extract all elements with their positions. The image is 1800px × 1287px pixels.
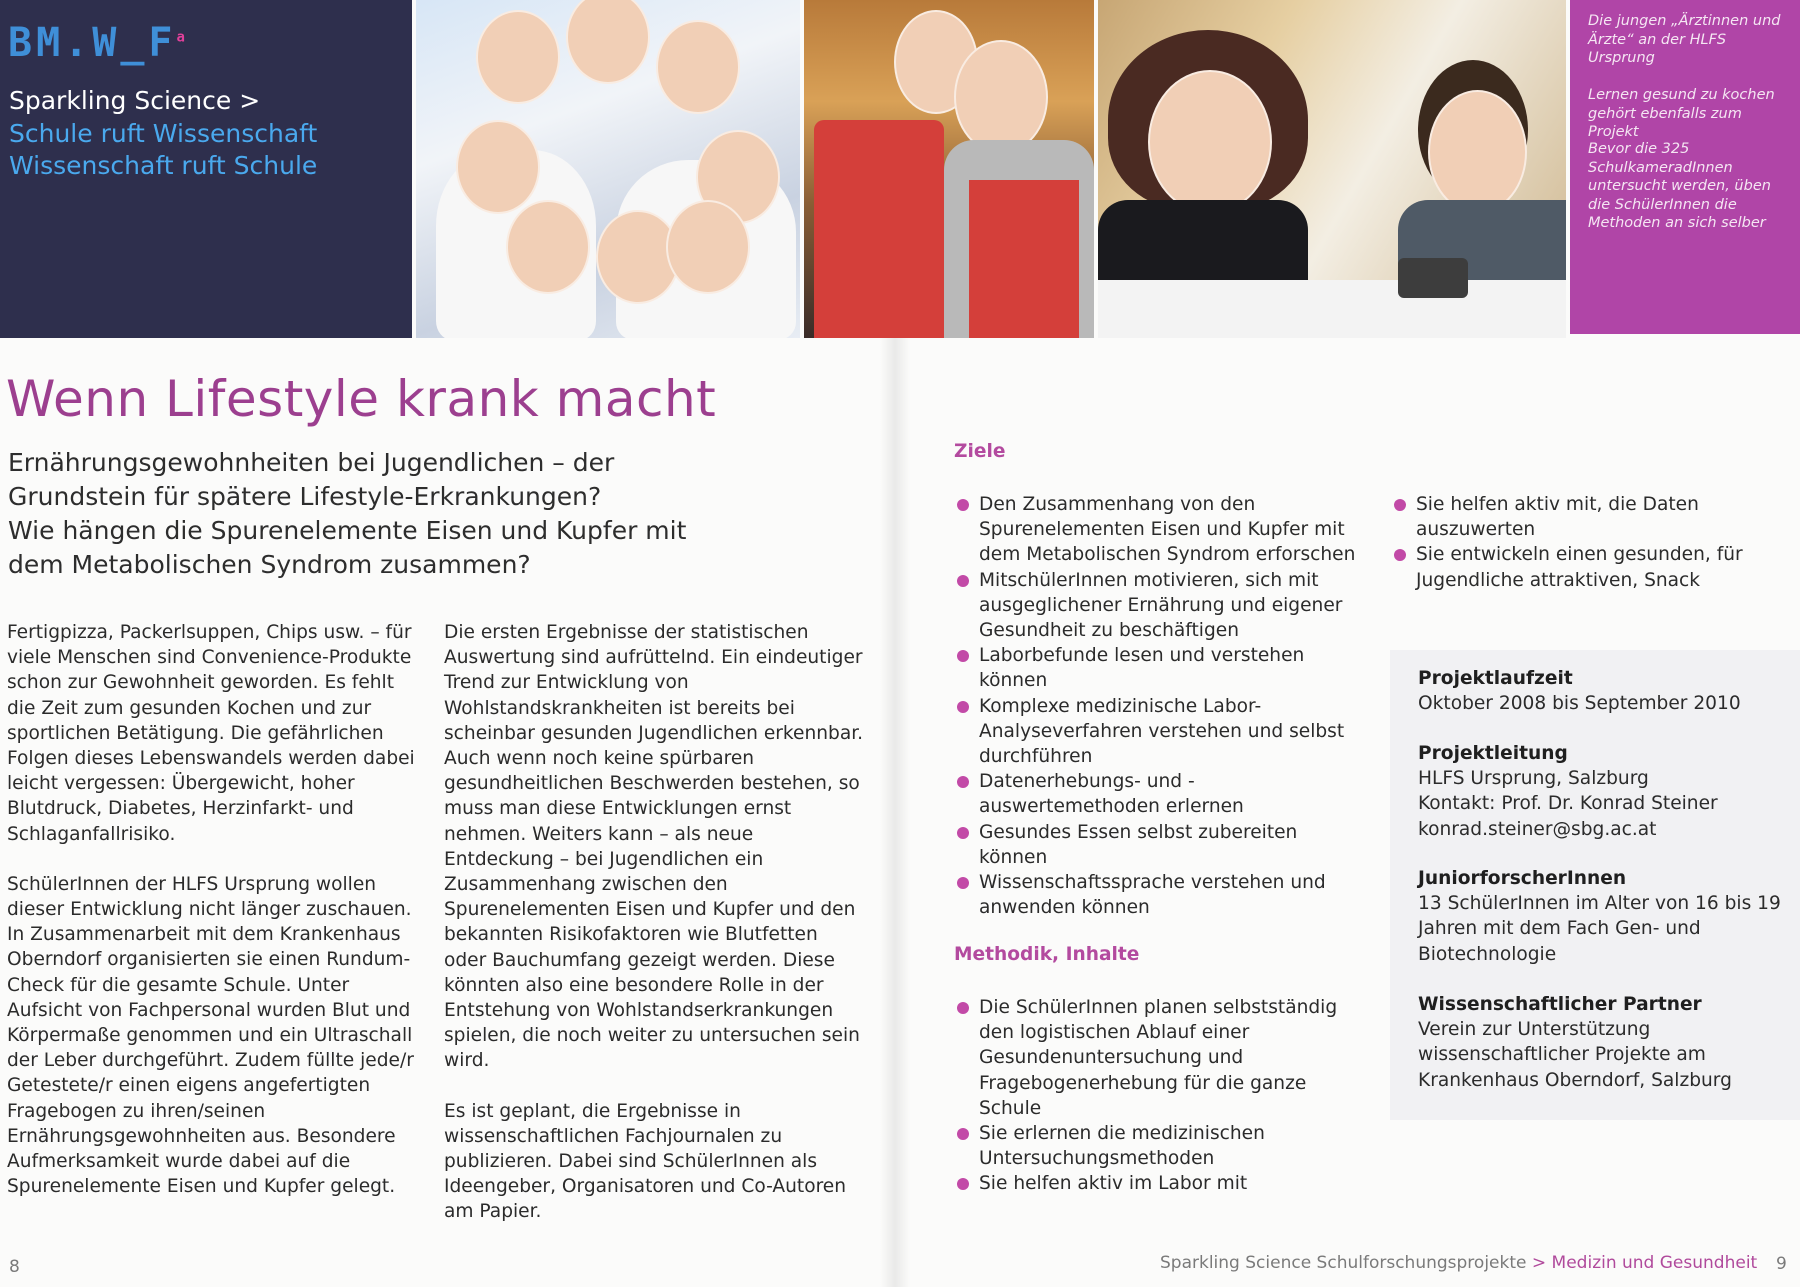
photo-caption-panel: [1570, 0, 1800, 334]
list-item: Den Zusammenhang von den Spurenelementen Eisen und Kupfer mit dem Metabolischen Syndrom erforschen: [954, 492, 1364, 568]
bullet-icon: [957, 1128, 969, 1140]
series-subtitle-1: Schule ruft Wissenschaft: [9, 119, 318, 148]
info-laufzeit: [1418, 666, 1788, 716]
info-value: 13 SchülerInnen im Alter von 16 bis 19 Jahren mit dem Fach Gen- und Biotechnologie: [1418, 893, 1781, 965]
info-juniorforscher: [1418, 866, 1788, 967]
paragraph: Es ist geplant, die Ergebnisse in wissenschaftlichen Fachjournalen zu publizieren. Dabei sind SchülerInnen als Ideengeber, Organisatoren und Co-Autoren am Papier.: [444, 1100, 847, 1223]
paragraph: Die ersten Ergebnisse der statistischen Auswertung sind aufrüttelnd. Ein eindeutiger Trend zur Entwicklung von Wohlstandskrankheiten ist bereits bei scheinbar gesunden Jugendlichen erkennbar. Auch wenn noch keine spürbaren gesundheitlichen Beschwerden bestehen, so muss man diese Entwicklungen ernst nehmen. Weiters kann – als neue Entdeckung – bei Jugendlichen ein Zusammenhang zwischen den Spurenelementen Eisen und Kupfer und den bekannten Risikofaktoren wie Blutfetten oder Bauchumfang gezeigt werden. Diese könnten also eine besondere Rolle in der Entstehung von Wohlstandserkrankungen spielen, die noch weiter zu untersuchen sein wird.: [444, 622, 864, 1072]
footer-series: Sparkling Science Schulforschungsprojekte: [1160, 1253, 1527, 1273]
photo-students-lab-coats: [416, 0, 800, 338]
list-item: Sie erlernen die medizinischen Untersuchungsmethoden: [954, 1121, 1364, 1171]
bullet-icon: [957, 575, 969, 587]
methodik-heading: Methodik, Inhalte: [954, 944, 1140, 965]
article-column-1: [7, 620, 427, 1224]
page-number-left: 8: [9, 1257, 20, 1277]
list-item: Gesundes Essen selbst zubereiten können: [954, 820, 1364, 870]
methodik-list: [954, 995, 1364, 1197]
bullet-icon: [957, 827, 969, 839]
project-info-box: [1390, 650, 1800, 1120]
footer-separator: >: [1531, 1253, 1547, 1273]
list-item: Sie helfen aktiv im Labor mit: [954, 1171, 1364, 1196]
info-partner: [1418, 992, 1788, 1093]
running-footer: [1160, 1253, 1757, 1273]
bullet-icon: [957, 650, 969, 662]
bullet-icon: [957, 1178, 969, 1190]
list-item: Laborbefunde lesen und verstehen können: [954, 643, 1364, 693]
footer-section: Medizin und Gesundheit: [1551, 1253, 1758, 1273]
list-item: Komplexe medizinische Labor-Analyseverfahren verstehen und selbst durchführen: [954, 694, 1364, 770]
caption-2: Lernen gesund zu kochen gehört ebenfalls zum Projekt: [1588, 87, 1775, 140]
info-value: Verein zur Unterstützung wissenschaftlicher Projekte am Krankenhaus Oberndorf, Salzburg: [1418, 1019, 1732, 1091]
series-title: Sparkling Science >: [9, 86, 261, 115]
bullet-icon: [957, 499, 969, 511]
info-label: Wissenschaftlicher Partner: [1418, 994, 1702, 1015]
series-subtitle-2: Wissenschaft ruft Schule: [9, 151, 318, 180]
bullet-icon: [957, 701, 969, 713]
bullet-icon: [957, 776, 969, 788]
bullet-icon: [957, 1002, 969, 1014]
list-item: MitschülerInnen motivieren, sich mit ausgeglichener Ernährung und eigener Gesundheit zu beschäftigen: [954, 568, 1364, 644]
list-item: Wissenschaftssprache verstehen und anwenden können: [954, 870, 1364, 920]
list-item: Datenerhebungs- und -auswertemethoden erlernen: [954, 769, 1364, 819]
page-number-right: 9: [1776, 1254, 1787, 1274]
list-item: Die SchülerInnen planen selbstständig den logistischen Ablauf einer Gesundenuntersuchung und Fragebogenerhebung für die ganze Schule: [954, 995, 1364, 1121]
photo-students-cooking: [804, 0, 1094, 338]
info-label: Projektlaufzeit: [1418, 668, 1573, 689]
bullet-icon: [957, 877, 969, 889]
subheadline-line-3: Wie hängen die Spurenelemente Eisen und Kupfer mit: [8, 516, 687, 545]
bmwf-logo: $BM.W\_F^a$: [8, 20, 185, 66]
paragraph: Fertigpizza, Packerlsuppen, Chips usw. – für viele Menschen sind Convenience-Produkte schon zur Gewohnheit geworden. Es fehlt die Zeit zum gesunden Kochen und zur sportlichen Betätigung. Die gefährlichen Folgen dieses Lebenswandels werden dabei leicht vergessen: Übergewicht, hoher Blutdruck, Diabetes, Herzinfarkt- und Schlaganfallrisiko.: [7, 622, 415, 845]
info-leitung: [1418, 741, 1788, 842]
ziele-list-right: [1391, 492, 1771, 593]
logo-panel: [0, 0, 412, 338]
photo-blood-pressure-test: [1098, 0, 1566, 338]
page-spine: [880, 338, 910, 1287]
subheadline-line-1: Ernährungsgewohnheiten bei Jugendlichen – der: [8, 448, 615, 477]
bullet-icon: [1394, 499, 1406, 511]
caption-3: Bevor die 325 SchulkameradInnen untersucht werden, üben die SchülerInnen die Methoden an sich selber: [1588, 141, 1771, 231]
subheadline-line-4: dem Metabolischen Syndrom zusammen?: [8, 550, 531, 579]
article-column-2: [444, 620, 864, 1250]
article-headline: Wenn Lifestyle krank macht: [6, 370, 717, 428]
contact-email[interactable]: konrad.steiner@sbg.ac.at: [1418, 818, 1657, 840]
ziele-heading: Ziele: [954, 441, 1006, 462]
info-value: Oktober 2008 bis September 2010: [1418, 693, 1741, 715]
subheadline-line-2: Grundstein für spätere Lifestyle-Erkrankungen?: [8, 482, 602, 511]
caption-1: Die jungen „Ärztinnen und Ärzte“ an der HLFS Ursprung: [1588, 13, 1781, 66]
ziele-list-left: [954, 492, 1364, 920]
paragraph: SchülerInnen der HLFS Ursprung wollen dieser Entwicklung nicht länger zuschauen. In Zusammenarbeit mit dem Krankenhaus Oberndorf organisierten sie einen Rundum-Check für die gesamte Schule. Unter Aufsicht von Fachpersonal wurden Blut und Körpermaße genommen und ein Ultraschall der Leber durchgeführt. Zudem füllte jede/r Getestete/r einen eigens angefertigten Fragebogen zu ihren/seinen Ernährungsgewohnheiten aus. Besondere Aufmerksamkeit wurde dabei auf die Spurenelemente Eisen und Kupfer gelegt.: [7, 873, 414, 1198]
bullet-icon: [1394, 549, 1406, 561]
info-label: JuniorforscherInnen: [1418, 868, 1627, 889]
info-label: Projektleitung: [1418, 743, 1568, 764]
list-item: Sie entwickeln einen gesunden, für Jugendliche attraktiven, Snack: [1391, 542, 1771, 592]
info-value: Kontakt: Prof. Dr. Konrad Steiner: [1418, 793, 1718, 815]
list-item: Sie helfen aktiv mit, die Daten auszuwerten: [1391, 492, 1771, 542]
info-value: HLFS Ursprung, Salzburg: [1418, 768, 1649, 790]
